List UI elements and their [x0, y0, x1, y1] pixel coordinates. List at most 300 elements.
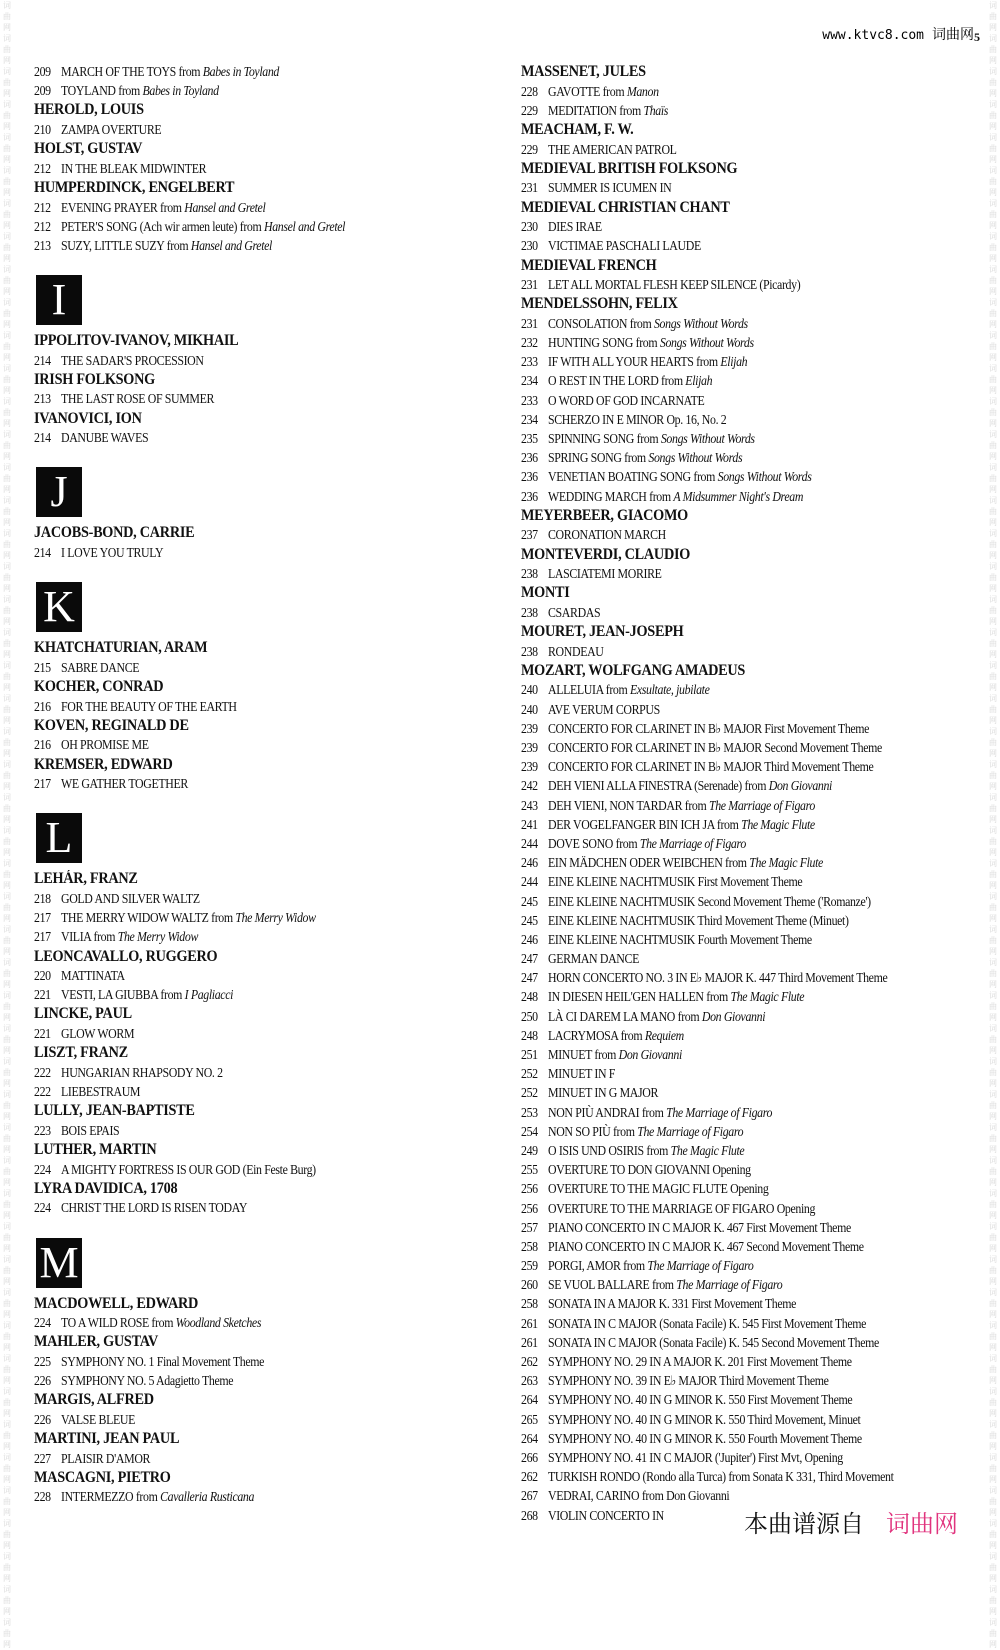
- index-entry: [521, 1026, 944, 1045]
- edge-watermark-glyph: 网: [3, 1244, 11, 1253]
- edge-watermark-glyph: 词: [3, 1354, 11, 1363]
- piece-title: RONDEAU: [548, 643, 604, 659]
- edge-watermark-glyph: 词: [3, 34, 11, 43]
- edge-watermark-glyph: 词: [989, 1618, 997, 1627]
- page-ref: 221: [34, 1026, 51, 1042]
- composer-heading: IRISH FOLKSONG: [34, 370, 155, 388]
- edge-watermark-glyph: 词: [989, 133, 997, 142]
- edge-watermark-glyph: 词: [3, 562, 11, 571]
- composer-heading: LEHÁR, FRANZ: [34, 870, 138, 888]
- edge-watermark-glyph: 网: [3, 1178, 11, 1187]
- edge-watermark-glyph: 词: [3, 1156, 11, 1165]
- index-entry: [34, 159, 448, 178]
- edge-watermark-glyph: 词: [989, 1024, 997, 1033]
- edge-watermark-glyph: 曲: [3, 1332, 11, 1341]
- page-ref: 214: [34, 352, 51, 368]
- edge-watermark-glyph: 词: [3, 463, 11, 472]
- index-entry: [521, 1103, 944, 1122]
- edge-watermark-glyph: 网: [989, 848, 997, 857]
- edge-watermark-glyph: 曲: [989, 837, 997, 846]
- piece-title: FOR THE BEAUTY OF THE EARTH: [61, 698, 237, 714]
- piece-source: The Magic Flute: [741, 816, 815, 832]
- edge-watermark-glyph: 网: [989, 1508, 997, 1517]
- piece-source: The Marriage of Figaro: [637, 1123, 744, 1139]
- edge-watermark-glyph: 曲: [3, 1497, 11, 1506]
- page-ref: 252: [521, 1066, 538, 1082]
- edge-watermark-glyph: 曲: [3, 210, 11, 219]
- index-entry: [34, 985, 448, 1004]
- index-column-left: [34, 62, 494, 1507]
- edge-watermark-glyph: 词: [3, 199, 11, 208]
- edge-watermark-glyph: 曲: [989, 573, 997, 582]
- piece-title: ALLELUIA from: [548, 682, 630, 698]
- edge-watermark-glyph: 词: [989, 199, 997, 208]
- edge-watermark-glyph: 网: [989, 1376, 997, 1385]
- edge-watermark-glyph: 曲: [3, 1035, 11, 1044]
- edge-watermark-glyph: 词: [989, 529, 997, 538]
- index-entry: [521, 1467, 944, 1486]
- piece-source: The Merry Widow: [235, 910, 316, 926]
- edge-watermark-glyph: 词: [989, 1552, 997, 1561]
- edge-watermark-glyph: 网: [989, 452, 997, 461]
- piece-title: SCHERZO IN E MINOR Op. 16, No. 2: [548, 411, 727, 427]
- piece-title: VILIA from: [61, 929, 118, 945]
- page-ref: 228: [521, 83, 538, 99]
- edge-watermark-glyph: 曲: [989, 540, 997, 549]
- edge-watermark-glyph: 词: [989, 1156, 997, 1165]
- index-entry: [521, 700, 944, 719]
- piece-title: EIN MÄDCHEN ODER WEIBCHEN from: [548, 855, 750, 871]
- edge-watermark-glyph: 词: [989, 661, 997, 670]
- piece-title: I LOVE YOU TRULY: [61, 545, 164, 561]
- page-ref: 256: [521, 1200, 538, 1216]
- edge-watermark-glyph: 曲: [3, 672, 11, 681]
- edge-watermark-glyph: 词: [989, 958, 997, 967]
- edge-watermark-glyph: 曲: [3, 1167, 11, 1176]
- edge-watermark-glyph: 曲: [989, 606, 997, 615]
- page-ref: 249: [521, 1142, 538, 1158]
- edge-watermark-glyph: 词: [989, 298, 997, 307]
- index-entry: [521, 872, 944, 891]
- index-entry: [521, 1218, 944, 1237]
- section-letter-m: M: [36, 1238, 82, 1288]
- edge-watermark-glyph: 网: [989, 1277, 997, 1286]
- edge-watermark-glyph: 曲: [989, 672, 997, 681]
- index-entry: [34, 428, 448, 447]
- edge-watermark-glyph: 曲: [3, 1299, 11, 1308]
- page-ref: 233: [521, 354, 538, 370]
- page-ref: 242: [521, 778, 538, 794]
- piece-title: LÀ CI DAREM LA MANO from: [548, 1008, 702, 1024]
- piece-title: IF WITH ALL YOUR HEARTS from: [548, 354, 721, 370]
- edge-watermark-glyph: 词: [989, 232, 997, 241]
- edge-watermark-glyph: 词: [3, 793, 11, 802]
- index-entry: [34, 217, 448, 236]
- edge-watermark-glyph: 词: [3, 727, 11, 736]
- index-entry: [521, 642, 944, 661]
- page-ref: 266: [521, 1449, 538, 1465]
- edge-watermark-glyph: 网: [3, 1343, 11, 1352]
- piece-title: PLAISIR D'AMOR: [61, 1450, 151, 1466]
- index-entry: [521, 1237, 944, 1256]
- page-ref: 216: [34, 737, 51, 753]
- edge-watermark-glyph: 曲: [3, 771, 11, 780]
- page-ref: 238: [521, 643, 538, 659]
- edge-watermark-glyph: 曲: [3, 408, 11, 417]
- index-entry: [34, 1198, 448, 1217]
- piece-title: THE SADAR'S PROCESSION: [61, 352, 204, 368]
- watermark-source-text: 本曲谱源自: [744, 1510, 864, 1538]
- edge-watermark-glyph: 网: [989, 914, 997, 923]
- piece-title: DANUBE WAVES: [61, 430, 149, 446]
- index-entry: [521, 603, 944, 622]
- piece-title: CORONATION MARCH: [548, 527, 666, 543]
- edge-watermark-glyph: 曲: [3, 639, 11, 648]
- piece-title: VICTIMAE PASCHALI LAUDE: [548, 238, 701, 254]
- composer-heading: MONTEVERDI, CLAUDIO: [521, 545, 691, 563]
- page-ref: 228: [34, 1489, 51, 1505]
- edge-watermark-glyph: 词: [989, 562, 997, 571]
- composer-heading: MOURET, JEAN-JOSEPH: [521, 623, 684, 641]
- edge-watermark-glyph: 词: [3, 859, 11, 868]
- index-entry: [521, 738, 944, 757]
- edge-watermark-glyph: 曲: [989, 1563, 997, 1572]
- piece-source: A Midsummer Night's Dream: [673, 488, 804, 504]
- index-entry: [34, 908, 448, 927]
- edge-watermark-glyph: 曲: [3, 1101, 11, 1110]
- edge-watermark-glyph: 词: [3, 1123, 11, 1132]
- edge-watermark-glyph: 网: [3, 617, 11, 626]
- edge-watermark-glyph: 网: [989, 1211, 997, 1220]
- piece-title: THE MERRY WIDOW WALTZ from: [61, 910, 236, 926]
- site-url[interactable]: www.ktvc8.com: [822, 28, 924, 43]
- edge-watermark-glyph: 曲: [3, 606, 11, 615]
- edge-watermark-glyph: 曲: [989, 1629, 997, 1638]
- piece-title: VALSE BLEUE: [61, 1411, 135, 1427]
- edge-watermark-glyph: 曲: [989, 1497, 997, 1506]
- index-entry: [521, 1007, 944, 1026]
- edge-watermark-glyph: 词: [3, 1552, 11, 1561]
- edge-watermark-glyph: 网: [3, 1607, 11, 1616]
- section-letter-j: J: [36, 467, 82, 517]
- index-entry: [521, 1064, 944, 1083]
- page-ref: 259: [521, 1258, 538, 1274]
- piece-title: CONCERTO FOR CLARINET IN B♭ MAJOR Third Movement Theme: [548, 759, 874, 775]
- composer-heading: LINCKE, PAUL: [34, 1005, 132, 1023]
- composer-heading: MEYERBEER, GIACOMO: [521, 506, 688, 524]
- index-entry: [521, 1045, 944, 1064]
- edge-watermark-glyph: 词: [989, 892, 997, 901]
- composer-heading: MARGIS, ALFRED: [34, 1391, 154, 1409]
- edge-watermark-glyph: 网: [3, 881, 11, 890]
- index-entry: [521, 410, 944, 429]
- edge-watermark-glyph: 网: [989, 155, 997, 164]
- composer-heading: KOCHER, CONRAD: [34, 678, 164, 695]
- edge-watermark-glyph: 词: [989, 793, 997, 802]
- edge-watermark-glyph: 网: [3, 848, 11, 857]
- edge-watermark-glyph: 曲: [989, 1266, 997, 1275]
- edge-watermark-glyph: 曲: [3, 45, 11, 54]
- edge-watermark-glyph: 网: [3, 1409, 11, 1418]
- edge-watermark-glyph: 网: [989, 980, 997, 989]
- edge-watermark-glyph: 曲: [989, 1398, 997, 1407]
- index-entry: [34, 697, 448, 716]
- edge-watermark-glyph: 曲: [989, 1464, 997, 1473]
- page-ref: 215: [34, 659, 51, 675]
- edge-watermark-glyph: 词: [3, 364, 11, 373]
- edge-watermark-glyph: 词: [3, 1453, 11, 1462]
- piece-source: The Magic Flute: [670, 1142, 745, 1158]
- index-entry: [521, 1122, 944, 1141]
- edge-watermark-glyph: 词: [3, 1618, 11, 1627]
- piece-title: LACRYMOSA from: [548, 1027, 645, 1043]
- edge-watermark-glyph: 词: [989, 1222, 997, 1231]
- edge-watermark-glyph: 词: [3, 892, 11, 901]
- piece-title: AVE VERUM CORPUS: [548, 701, 660, 717]
- edge-watermark-glyph: 曲: [989, 1002, 997, 1011]
- edge-watermark-glyph: 词: [989, 628, 997, 637]
- page-ref: 245: [521, 893, 538, 909]
- edge-watermark-glyph: 曲: [989, 210, 997, 219]
- edge-watermark-glyph: 曲: [989, 78, 997, 87]
- piece-source: Songs Without Words: [648, 450, 743, 466]
- edge-watermark-glyph: 词: [3, 1321, 11, 1330]
- piece-source: Songs Without Words: [659, 335, 754, 351]
- edge-watermark-glyph: 网: [3, 1145, 11, 1154]
- piece-source: Woodland Sketches: [175, 1315, 262, 1331]
- index-entry: [521, 1256, 944, 1275]
- composer-heading: IPPOLITOV-IVANOV, MIKHAIL: [34, 332, 239, 350]
- site-header: [822, 24, 974, 44]
- index-entry: [521, 987, 944, 1006]
- edge-watermark-glyph: 网: [989, 485, 997, 494]
- index-entry: [34, 1487, 448, 1506]
- page-ref: 263: [521, 1373, 538, 1389]
- edge-watermark-glyph: 网: [3, 1376, 11, 1385]
- edge-watermark-glyph: 网: [989, 419, 997, 428]
- edge-watermark-glyph: 词: [3, 1519, 11, 1528]
- edge-watermark-glyph: 网: [989, 650, 997, 659]
- edge-watermark-glyph: 词: [3, 496, 11, 505]
- index-entry: [521, 1352, 944, 1371]
- edge-watermark-glyph: 词: [989, 826, 997, 835]
- piece-title: SYMPHONY NO. 40 IN G MINOR K. 550 Third Movement, Minuet: [548, 1411, 861, 1427]
- piece-source: Don Giovanni: [618, 1047, 682, 1063]
- piece-title: GLOW WORM: [61, 1026, 135, 1042]
- edge-watermark-glyph: 曲: [989, 45, 997, 54]
- edge-watermark-glyph: 网: [3, 23, 11, 32]
- index-entry: [521, 911, 944, 930]
- edge-watermark-glyph: 曲: [989, 903, 997, 912]
- piece-title: PIANO CONCERTO IN C MAJOR K. 467 First Movement Theme: [548, 1219, 851, 1235]
- page-ref: 261: [521, 1334, 538, 1350]
- piece-title: SONATA IN C MAJOR (Sonata Facile) K. 545 Second Movement Theme: [548, 1334, 879, 1350]
- edge-watermark-glyph: 曲: [3, 804, 11, 813]
- index-entry: [521, 1314, 944, 1333]
- index-entry: [34, 81, 448, 100]
- edge-watermark-glyph: 曲: [989, 738, 997, 747]
- index-entry: [521, 391, 944, 410]
- edge-watermark-glyph: 网: [3, 353, 11, 362]
- edge-watermark-glyph: 网: [3, 386, 11, 395]
- piece-title: O WORD OF GOD INCARNATE: [548, 392, 705, 408]
- index-entry: [521, 140, 944, 159]
- edge-watermark-glyph: 词: [3, 1057, 11, 1066]
- page-ref: 247: [521, 970, 538, 986]
- composer-heading: MAHLER, GUSTAV: [34, 1333, 158, 1351]
- edge-watermark-glyph: 网: [3, 1013, 11, 1022]
- edge-watermark-glyph: 曲: [3, 540, 11, 549]
- edge-watermark-glyph: 词: [989, 1090, 997, 1099]
- edge-watermark-glyph: 词: [3, 298, 11, 307]
- piece-source: Thaïs: [643, 102, 669, 118]
- index-entry: [34, 774, 448, 793]
- piece-title: SUZY, LITTLE SUZY from: [61, 237, 191, 253]
- edge-watermark-glyph: 曲: [3, 1464, 11, 1473]
- page-ref: 226: [34, 1373, 51, 1389]
- index-entry: [521, 757, 944, 776]
- edge-watermark-glyph: 曲: [989, 177, 997, 186]
- index-entry: [521, 1179, 944, 1198]
- index-entry: [521, 467, 944, 486]
- page-ref: 212: [34, 199, 51, 215]
- edge-watermark-glyph: 网: [989, 617, 997, 626]
- edge-watermark-glyph: 曲: [989, 705, 997, 714]
- index-entry: [34, 658, 448, 677]
- page-ref: 238: [521, 604, 538, 620]
- edge-watermark-glyph: 词: [3, 1, 11, 10]
- piece-source: The Marriage of Figaro: [647, 1258, 754, 1274]
- edge-watermark-glyph: 曲: [989, 144, 997, 153]
- page-ref: 224: [34, 1161, 51, 1177]
- edge-watermark-glyph: 网: [3, 452, 11, 461]
- piece-source: Hansel and Gretel: [184, 199, 266, 215]
- piece-source: Exsultate, jubilate: [629, 682, 710, 698]
- edge-watermark-glyph: 曲: [3, 12, 11, 21]
- index-entry: [521, 236, 944, 255]
- edge-watermark-glyph: 曲: [989, 408, 997, 417]
- edge-watermark-glyph: 曲: [3, 936, 11, 945]
- piece-title: CSARDAS: [548, 604, 601, 620]
- piece-title: CONSOLATION from: [548, 315, 654, 331]
- page-ref: 250: [521, 1008, 538, 1024]
- site-name: 词曲网: [932, 27, 974, 43]
- page-ref: 221: [34, 987, 51, 1003]
- index-entry: [521, 525, 944, 544]
- edge-watermark-glyph: 网: [989, 1475, 997, 1484]
- piece-title: NON PIÙ ANDRAI from: [548, 1104, 667, 1120]
- page-ref: 217: [34, 910, 51, 926]
- piece-title: INTERMEZZO from: [61, 1489, 161, 1505]
- edge-watermark-glyph: 曲: [3, 1398, 11, 1407]
- index-entry: [521, 776, 944, 795]
- edge-watermark-glyph: 网: [989, 386, 997, 395]
- piece-source: Don Giovanni: [768, 778, 833, 794]
- edge-watermark-glyph: 词: [3, 529, 11, 538]
- edge-watermark-glyph: 曲: [989, 1431, 997, 1440]
- edge-watermark-glyph: 网: [989, 815, 997, 824]
- piece-title: IN DIESEN HEIL'GEN HALLEN from: [548, 989, 731, 1005]
- index-entry: [521, 1199, 944, 1218]
- page-ref: 268: [521, 1507, 538, 1523]
- composer-heading: JACOBS-BOND, CARRIE: [34, 524, 195, 542]
- edge-watermark-glyph: 网: [989, 1178, 997, 1187]
- section-letter-i: I: [36, 275, 82, 325]
- page-ref: 265: [521, 1411, 538, 1427]
- piece-title: SPRING SONG from: [548, 450, 649, 466]
- edge-watermark-glyph: 词: [3, 1024, 11, 1033]
- index-entry: [34, 389, 448, 408]
- composer-heading: MENDELSSOHN, FELIX: [521, 295, 678, 313]
- edge-watermark-glyph: 网: [3, 155, 11, 164]
- index-entry: [521, 275, 944, 294]
- page-ref: 226: [34, 1411, 51, 1427]
- index-entry: [521, 178, 944, 197]
- edge-watermark-glyph: 词: [989, 1585, 997, 1594]
- index-entry: [34, 1063, 448, 1082]
- edge-watermark-glyph: 网: [3, 485, 11, 494]
- edge-watermark-glyph: 网: [989, 1310, 997, 1319]
- page-ref: 223: [34, 1122, 51, 1138]
- edge-watermark-glyph: 词: [989, 1321, 997, 1330]
- composer-heading: KOVEN, REGINALD DE: [34, 716, 189, 734]
- index-entry: [521, 333, 944, 352]
- edge-watermark-glyph: 网: [989, 782, 997, 791]
- composer-heading: LYRA DAVIDICA, 1708: [34, 1179, 178, 1197]
- edge-watermark-glyph: 网: [3, 749, 11, 758]
- edge-watermark-glyph: 网: [3, 1640, 11, 1649]
- page-ref: 264: [521, 1430, 538, 1446]
- piece-title: SE VUOL BALLARE from: [548, 1277, 677, 1293]
- index-entry: [521, 371, 944, 390]
- edge-watermark-glyph: 曲: [3, 1200, 11, 1209]
- page-ref: 267: [521, 1488, 538, 1504]
- piece-title: DOVE SONO from: [548, 835, 640, 851]
- page-ref: 214: [34, 545, 51, 561]
- page-ref: 217: [34, 929, 51, 945]
- edge-watermark-glyph: 网: [3, 287, 11, 296]
- composer-heading: HEROLD, LOUIS: [34, 101, 144, 119]
- piece-source: The Magic Flute: [730, 989, 805, 1005]
- piece-source: Babes in Toyland: [202, 64, 279, 79]
- composer-heading: KHATCHATURIAN, ARAM: [34, 639, 208, 657]
- page-ref: 251: [521, 1047, 538, 1063]
- page-ref: 239: [521, 759, 538, 775]
- page-ref: 240: [521, 682, 538, 698]
- edge-watermark-glyph: 词: [989, 1123, 997, 1132]
- piece-title: DEH VIENI, NON TARDAR from: [548, 797, 709, 813]
- edge-watermark-glyph: 曲: [3, 474, 11, 483]
- left-edge-watermark-strip: [0, 0, 14, 1649]
- composer-heading: MASSENET, JULES: [521, 63, 646, 80]
- edge-watermark-glyph: 词: [3, 595, 11, 604]
- piece-title: DER VOGELFANGER BIN ICH JA from: [548, 816, 742, 832]
- index-entry: [34, 1410, 448, 1429]
- index-entry: [34, 1024, 448, 1043]
- edge-watermark-glyph: 网: [989, 221, 997, 230]
- edge-watermark-glyph: 词: [3, 760, 11, 769]
- piece-title: ZAMPA OVERTURE: [61, 121, 162, 137]
- index-entry: [521, 564, 944, 583]
- index-entry: [521, 968, 944, 987]
- edge-watermark-glyph: 词: [989, 100, 997, 109]
- composer-heading: MASCAGNI, PIETRO: [34, 1468, 171, 1486]
- piece-title: NON SO PIÙ from: [548, 1123, 638, 1139]
- page-ref: 235: [521, 431, 538, 446]
- page-ref: 229: [521, 141, 538, 157]
- index-column-right: [521, 62, 991, 1525]
- edge-watermark-glyph: 词: [3, 1585, 11, 1594]
